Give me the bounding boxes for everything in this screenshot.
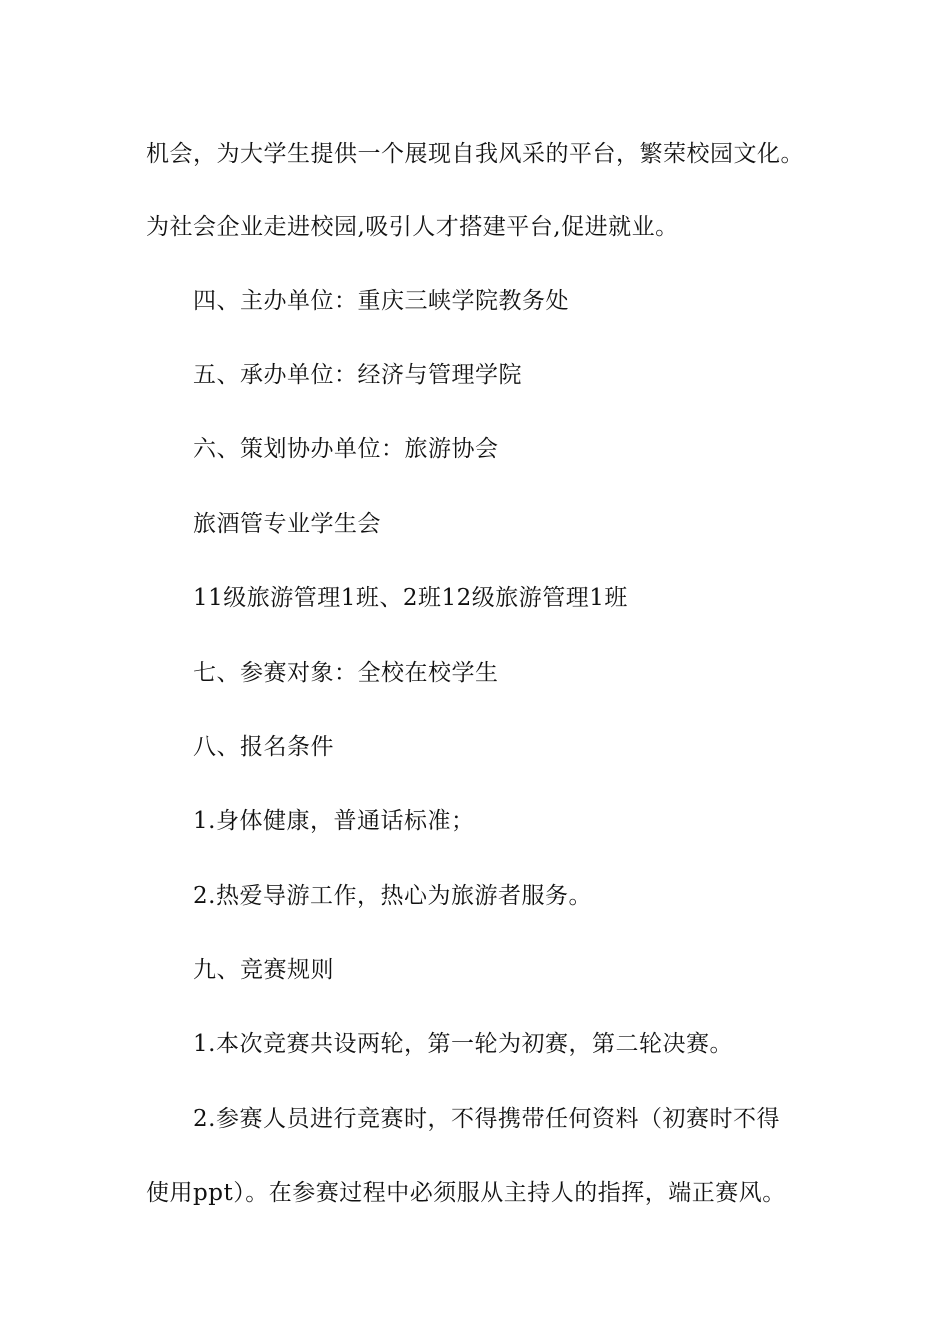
rule-item-2: 2.参赛人员进行竞赛时，不得携带任何资料（初赛时不得 [193,1106,780,1132]
rule-item-2-continuation: 使用ppt）。在参赛过程中必须服从主持人的指挥，端正赛风。 [146,1180,786,1206]
section-heading-organizer: 四、主办单位：重庆三峡学院教务处 [193,288,569,314]
requirement-item-2: 2.热爱导游工作，热心为旅游者服务。 [193,883,592,909]
paragraph-line-1: 机会，为大学生提供一个展现自我风采的平台，繁荣校园文化。 [146,141,804,167]
co-organizer-item-1: 旅酒管专业学生会 [193,511,381,537]
section-heading-participants: 七、参赛对象：全校在校学生 [193,660,499,686]
section-heading-rules: 九、竞赛规则 [193,957,334,983]
section-heading-host: 五、承办单位：经济与管理学院 [193,362,522,388]
section-heading-co-organizer: 六、策划协办单位：旅游协会 [193,436,499,462]
section-heading-requirements: 八、报名条件 [193,734,334,760]
rule-item-1: 1.本次竞赛共设两轮，第一轮为初赛，第二轮决赛。 [193,1031,733,1057]
co-organizer-item-2: 11级旅游管理1班、2班12级旅游管理1班 [193,585,628,611]
requirement-item-1: 1.身体健康，普通话标准； [193,808,475,834]
paragraph-line-2: 为社会企业走进校园,吸引人才搭建平台,促进就业。 [146,214,679,240]
